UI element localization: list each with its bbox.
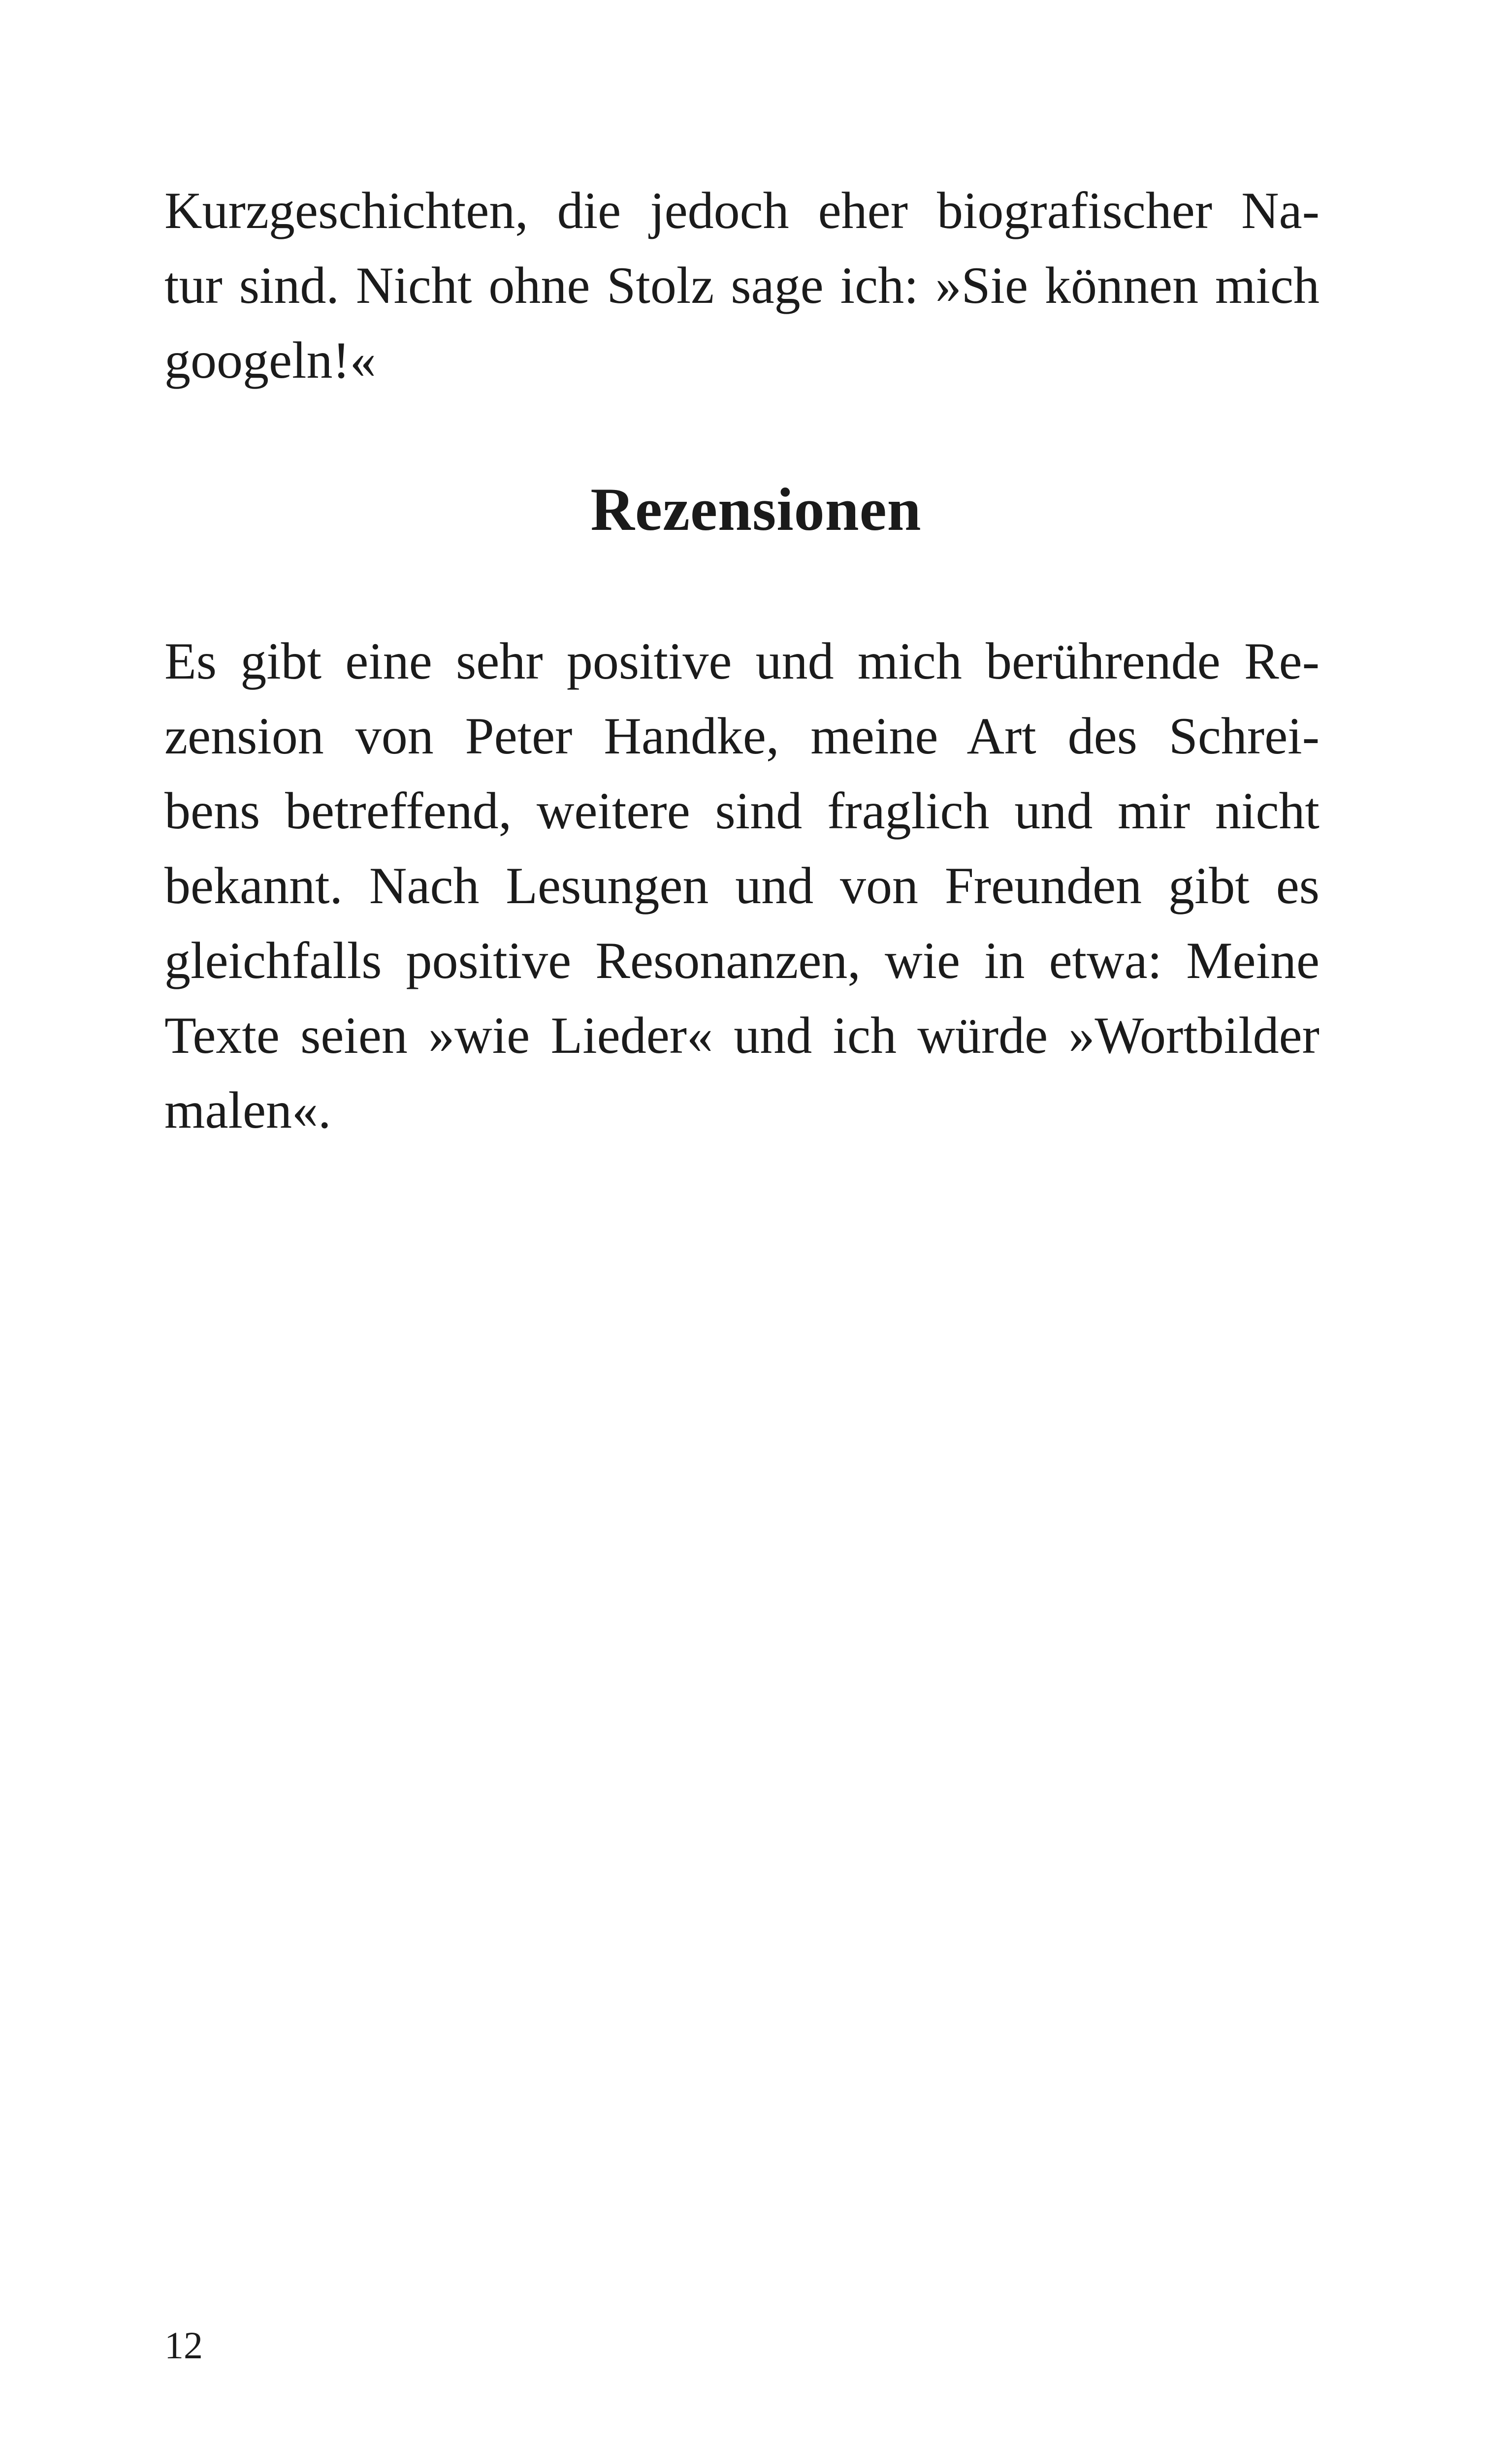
body-paragraph <box>164 624 1319 1148</box>
text-line: googeln!« <box>164 331 376 389</box>
text-line: tur sind. Nicht ohne Stolz sage ich: »Sie können mich <box>164 257 1319 314</box>
text-line: malen«. <box>164 1081 331 1139</box>
text-line: Kurzgeschichten, die jedoch eher biografischer Na- <box>164 182 1319 239</box>
text-line: Es gibt eine sehr positive und mich berührende Re- <box>164 632 1319 690</box>
intro-paragraph <box>164 173 1319 398</box>
text-line: Texte seien »wie Lieder« und ich würde »Wortbilder <box>164 1007 1319 1064</box>
page-number: 12 <box>164 2324 203 2367</box>
text-line: bens betreffend, weitere sind fraglich und mir nicht <box>164 782 1319 840</box>
text-line: bekannt. Nach Lesungen und von Freunden gibt es <box>164 857 1319 914</box>
text-line: gleichfalls positive Resonanzen, wie in etwa: Meine <box>164 932 1319 989</box>
text-line: zension von Peter Handke, meine Art des Schrei- <box>164 707 1319 765</box>
section-heading: Rezensionen <box>590 476 922 543</box>
